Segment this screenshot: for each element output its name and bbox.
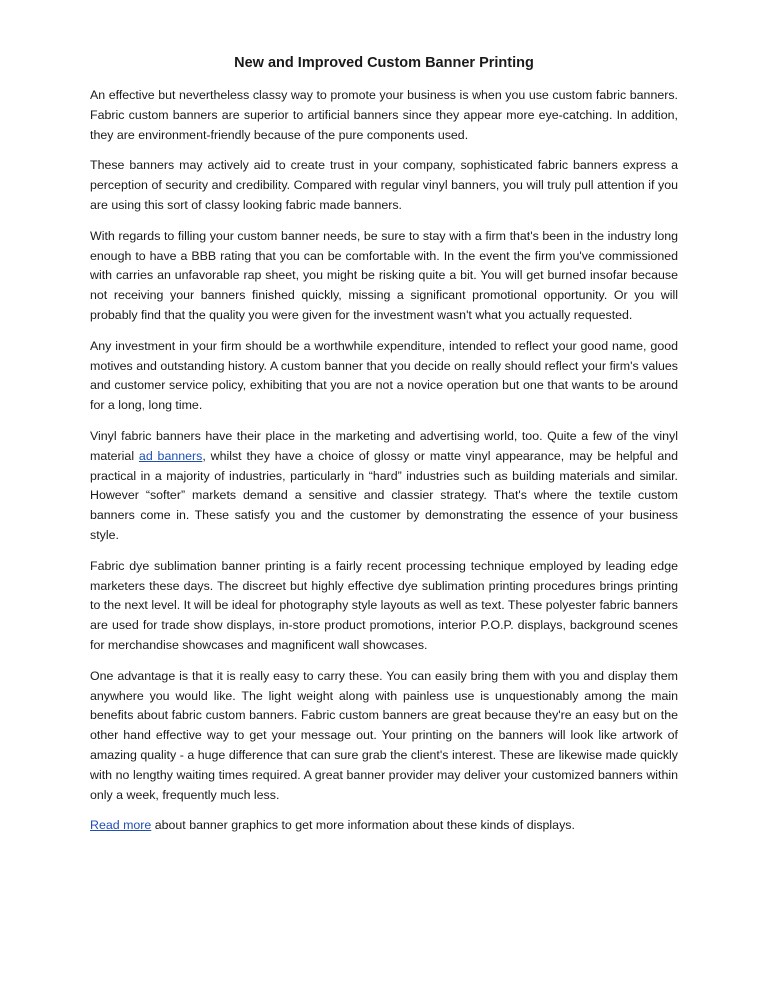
paragraph-5	[90, 427, 678, 546]
paragraph-2: These banners may actively aid to create trust in your company, sophisticated fabric banners express a perception of security and credibility. Compared with regular vinyl banners, you will truly pull attention if you are using this sort of classy looking fabric made banners.	[90, 158, 678, 212]
paragraph-7: One advantage is that it is really easy to carry these. You can easily bring them with you and display them anywhere you would like. The light weight along with painless use is unquestionably among the main benefits about fabric custom banners. Fabric custom banners are great because they're an easy but on the other hand effective way to get your message out. Your printing on the banners will look like artwork of amazing quality - a huge difference that can sure grab the client's interest. These are likewise made quickly with no lengthy waiting times required. A great banner provider may deliver your customized banners within only a week, frequently much less.	[90, 668, 678, 802]
paragraph-8	[90, 816, 678, 836]
paragraph-1: An effective but nevertheless classy way to promote your business is when you use custom fabric banners. Fabric custom banners are superior to artificial banners since they appear more eye-catching. In addition, they are environment-friendly because of the pure components used.	[90, 88, 678, 142]
paragraph-5-text-after: , whilst they have a choice of glossy or matte vinyl appearance, may be helpful and practical in a majority of industries, particularly in “hard” industries such as building materials and similar. However “softer” markets demand a sensitive and classier strategy. That's where the textile custom banners come in. These satisfy you and the customer by demonstrating the essence of your business style.	[90, 448, 678, 542]
paragraph-8-text-after: about banner graphics to get more information about these kinds of displays.	[151, 818, 575, 833]
paragraph-4: Any investment in your firm should be a worthwhile expenditure, intended to reflect your good name, good motives and outstanding history. A custom banner that you decide on really should reflect your firm's values and customer service policy, exhibiting that you are not a novice operation but one that wants to be around for a long, long time.	[90, 338, 678, 413]
document-title: New and Improved Custom Banner Printing	[234, 55, 534, 71]
ad-banners-link[interactable]: ad banners	[138, 448, 203, 463]
document-page	[90, 53, 678, 847]
paragraph-5-text-before: Vinyl fabric banners have their place in the marketing and advertising world, too. Quite a few of the vinyl material	[90, 428, 678, 463]
paragraph-3: With regards to filling your custom banner needs, be sure to stay with a firm that's been in the industry long enough to have a BBB rating that you can be comfortable with. In the event the firm you've commissioned with carries an unfavorable rap sheet, you might be risking quite a bit. You will get burned insofar because not receiving your banners finished quickly, missing a significant promotional opportunity. Or you will probably find that the quality you were given for the investment wasn't what you actually requested.	[90, 228, 678, 322]
paragraph-6: Fabric dye sublimation banner printing is a fairly recent processing technique employed by leading edge marketers these days. The discreet but highly effective dye sublimation printing procedures brings printing to the next level. It will be ideal for photography style layouts as well as text. These polyester fabric banners are used for trade show displays, in-store product promotions, interior P.O.P. displays, background scenes for merchandise showcases and magnificent wall showcases.	[90, 558, 678, 652]
read-more-link[interactable]: Read more	[90, 818, 152, 833]
